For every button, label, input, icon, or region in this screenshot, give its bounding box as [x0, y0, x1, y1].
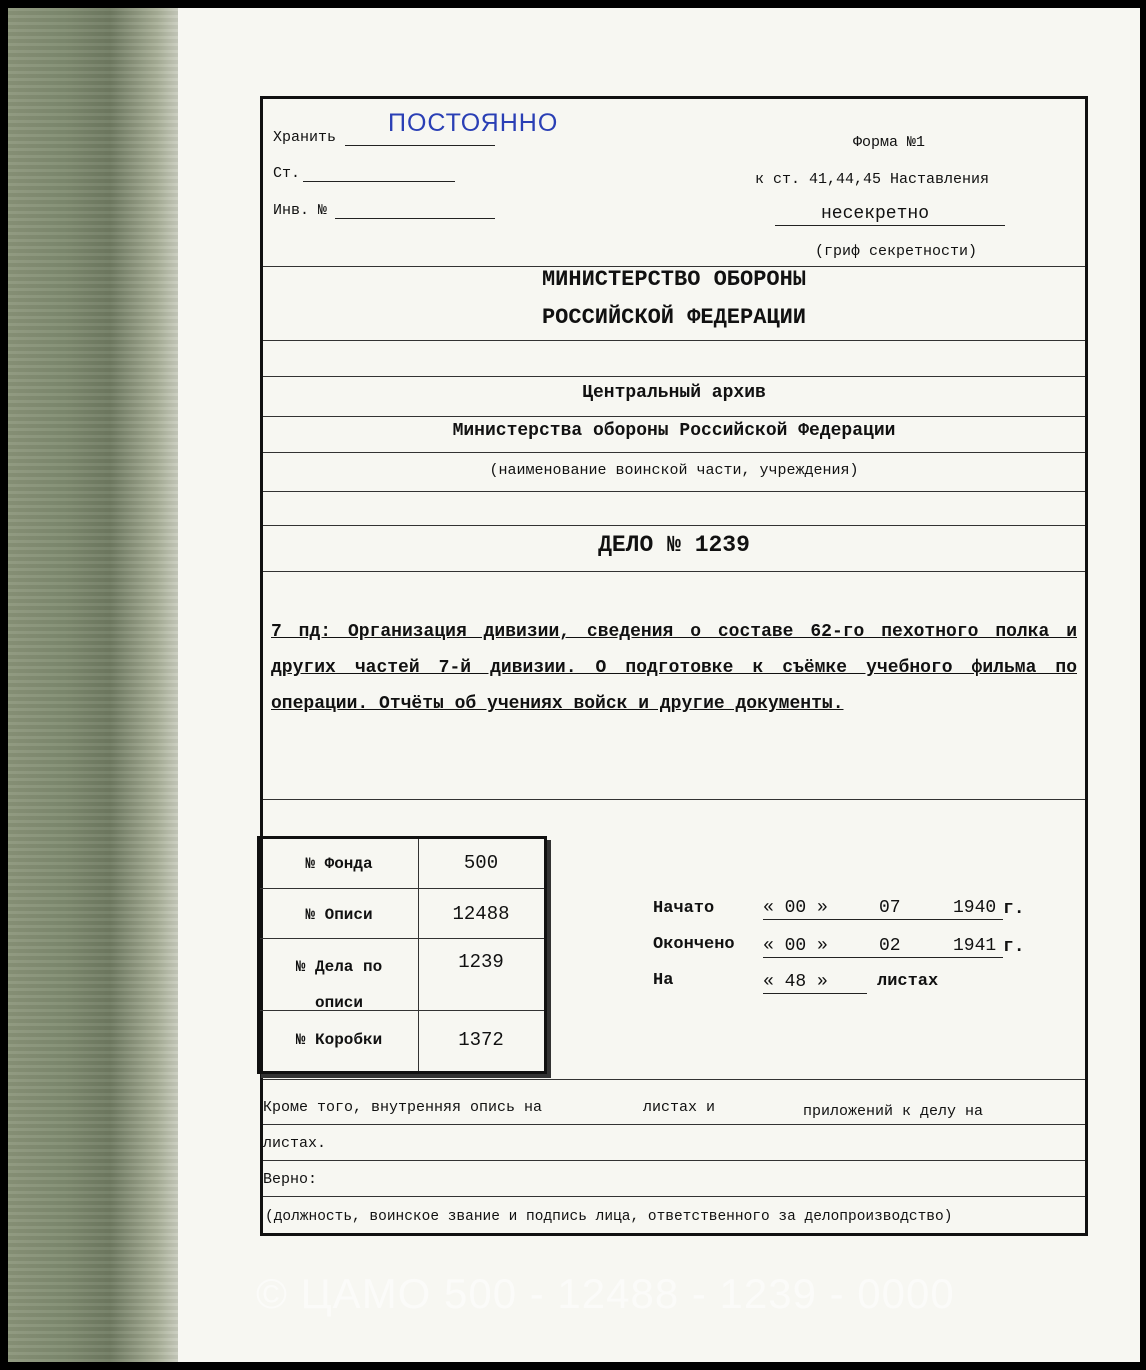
keep-label: Хранить [273, 129, 337, 146]
verified-label: Верно: [263, 1171, 318, 1188]
registry-value: 1239 [458, 951, 504, 973]
started-label: Начато [653, 899, 715, 918]
form-number: Форма №1 [853, 134, 926, 151]
registry-row-box [260, 1011, 544, 1071]
inventory-sheets-and: листах и [643, 1099, 716, 1116]
ministry-line-1: МИНИСТЕРСТВО ОБОРОНЫ [541, 267, 807, 292]
registry-table [257, 836, 547, 1074]
inventory-sheets-end: листах. [263, 1135, 327, 1152]
ended-day: « 00 » [763, 936, 828, 956]
ministry-line-2: РОССИЙСКОЙ ФЕДЕРАЦИИ [541, 305, 807, 330]
signature-caption: (должность, воинское звание и подпись лица, ответственного за делопроизводство) [265, 1209, 953, 1225]
ended-year: 1941 [953, 936, 997, 956]
registry-row-delo [260, 939, 544, 1011]
inv-label: Инв. № [273, 202, 328, 219]
registry-value: 1372 [458, 1029, 504, 1051]
sheets-value: « 48 » [763, 972, 828, 992]
secrecy-value: несекретно [821, 204, 930, 224]
registry-label: № Описи [305, 906, 373, 924]
started-month: 07 [879, 898, 901, 918]
registry-label: № Дела по описи [295, 958, 383, 1012]
archive-line-2: Министерства обороны Российской Федерации [452, 421, 896, 441]
case-title: ДЕЛО № 1239 [598, 532, 750, 558]
registry-label: № Коробки [295, 1031, 383, 1049]
registry-row-fond [260, 839, 544, 889]
case-description: 7 пд: Организация дивизии, сведения о составе 62-го пехотного полка и других частей 7-й дивизии. О подготовке к съёмке учебного фильма по операции. Отчёты об учениях войск и другие документы. [271, 622, 1077, 714]
started-year-suffix: г. [1003, 899, 1025, 919]
registry-value: 500 [463, 852, 499, 874]
archive-folder-cover [8, 8, 1140, 1362]
sheets-label: На [653, 971, 674, 990]
secrecy-caption: (гриф секретности) [815, 243, 978, 260]
started-year: 1940 [953, 898, 997, 918]
started-day: « 00 » [763, 898, 828, 918]
sheets-unit: листах [877, 972, 939, 991]
form-reference: к ст. 41,44,45 Наставления [755, 171, 990, 188]
ended-label: Окончено [653, 935, 735, 954]
attachments-text: приложений к делу на [803, 1103, 984, 1120]
registry-value: 12488 [452, 903, 510, 925]
ended-month: 02 [879, 936, 901, 956]
registry-row-opis [260, 889, 544, 939]
folder-spine [8, 8, 178, 1362]
keep-stamp: ПОСТОЯННО [388, 109, 559, 137]
archive-caption: (наименование воинской части, учреждения) [489, 462, 859, 479]
form-frame [260, 96, 1088, 1236]
archive-watermark: © ЦАМО 500 - 12488 - 1239 - 0000 [256, 1270, 955, 1317]
archive-line-1: Центральный архив [582, 383, 766, 403]
st-label: Ст. [273, 165, 301, 182]
registry-label: № Фонда [305, 855, 373, 873]
inventory-text: Кроме того, внутренняя опись на [263, 1099, 543, 1116]
ended-year-suffix: г. [1003, 937, 1025, 957]
